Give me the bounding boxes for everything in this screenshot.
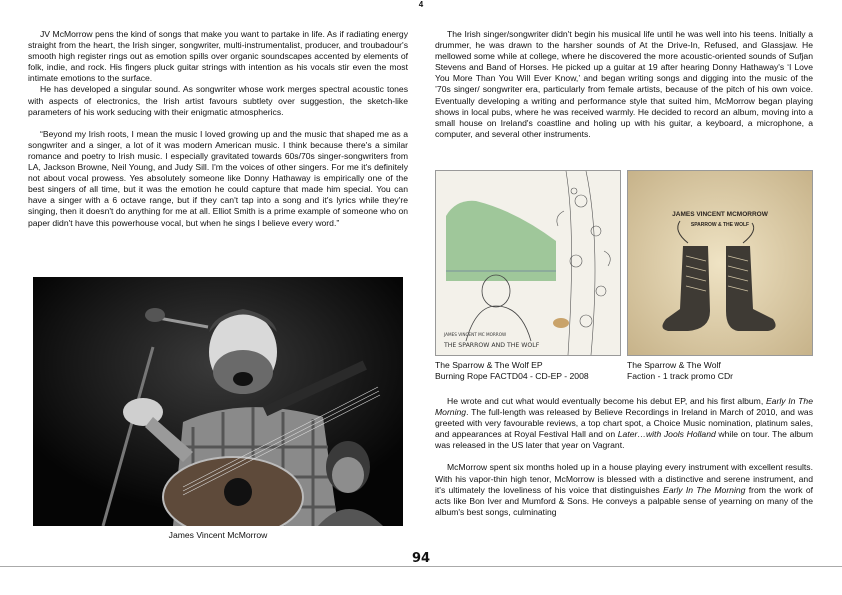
cover2-caption-line1: The Sparrow & The Wolf [627,360,721,370]
cover2-title: JAMES VINCENT MCMORROW [672,211,768,218]
album-cover-ep [435,170,621,356]
cover2-subtitle: SPARROW & THE WOLF [690,222,750,228]
cover1-caption [435,360,589,382]
footer-divider [0,566,842,567]
photo-caption: James Vincent McMorrow [168,530,268,540]
cover2-caption [627,360,733,382]
cover1-caption-line2: Burning Rope FACTD04 - CD-EP - 2008 [435,371,589,381]
left-paragraph-3: “Beyond my Irish roots, I mean the music I loved growing up and the music that shaped me as a songwriter and a singer, a lot of it was modern American music. I think because there's a similar romance and poetry to Irish music. I especially gravitated towards 60s/70s singer-songwriters from LA, Jackson Browne, Neil Young, and Judy Sill. I'm the voices of other singers. For me it's definitely not about vocal prowess. Yes absolutely someone like Donny Hathaway is empirically one of the best singers of all time, but it was the emotion he could capture that made him special. You can have a singer with a 6 octave range, but if they can't tap into a song and it's lyrics while they're singing, then it doesn't do anything for me at all. Elliot Smith is a prime example of someone who on paper didn't have this powerhouse vocal, but when he sings I believe every word.” [28,128,408,228]
right-column-upper [435,29,813,140]
right-paragraph-2: He wrote and cut what would eventually become his debut EP, and his first album, Early In The Morning. The full-length was released by Believe Recordings in Ireland in March of 2010, and was greeted with very favourable reviews, a top chart spot, a Choice Music nomination, platinum sales, and appearances at Royal Festival Hall and on Later…with Jools Holland while on tour. The album was released in the US later that year on Vagrant. [435,396,813,451]
left-paragraph-1: JV McMorrow pens the kind of songs that make you want to partake in life. As if radiating energy straight from the heart, the Irish singer, songwriter, multi-instrumentalist, producer, and troubadour's smooth high register rings out as emotion spills over organic soundscapes accented by elements of folk, indie, and rock. His fingers pluck guitar strings with intention as his vocals stir even the most intimate emotions to the surface. [28,29,408,84]
page-number-top: 4 [418,0,424,9]
album-cover-promo [627,170,813,356]
cover1-caption-line1: The Sparrow & The Wolf EP [435,360,543,370]
left-column [28,29,408,229]
right-paragraph-1: The Irish singer/songwriter didn't begin his musical life until he was well into his teens. Initially a drummer, he was drawn to the harsher sounds of At the Drive-In, Refused, and Glassjaw. He mellowed some while at college, where he discovered the more acoustic-oriented sounds of Sufjan Stevens and Band of Horses. He picked up a guitar at 19 after hearing Donny Hathaway's ‘I Love You More Than You Will Ever Know,’ and began writing songs and digging into the music of the ’70s singer/ songwriter era, particularly from female artists, because of the pitch of his own voice. Eventually developing a writing and performance style that suited him, McMorrow began playing shows in local pubs, where he was received warmly. He decided to record an album, moving into a small house on Ireland's coastline and holing up with his guitar, a keyboard, a microphone, a computer, and several other instruments. [435,29,813,139]
page-number-bottom: 94 [411,551,431,566]
cover1-small-text: JAMES VINCENT MC MORROW [444,332,507,337]
right-paragraph-3: McMorrow spent six months holed up in a house playing every instrument with excellent results. With his vapor-thin high tenor, McMorrow is blessed with a distinctive and serene instrument, and it's ultimately the loveliness of his voice that distinguishes Early In The Morning from the work of acts like Bon Iver and Mumford & Sons. He conveys a palpable sense of yearning on many of the album's best songs, culminating [435,462,814,517]
concert-photo [33,277,403,526]
right-column-lower [435,396,813,518]
cover1-art-text: THE SPARROW AND THE WOLF [444,342,540,349]
left-paragraph-2: He has developed a singular sound. As songwriter whose work merges spectral acoustic tones with aspects of electronics, the Irish artist favours subtlety over suggestion, the sketch-like parameters of his work seducing with their enigmatic atmospherics. [28,84,408,117]
cover2-caption-line2: Faction - 1 track promo CDr [627,371,734,381]
